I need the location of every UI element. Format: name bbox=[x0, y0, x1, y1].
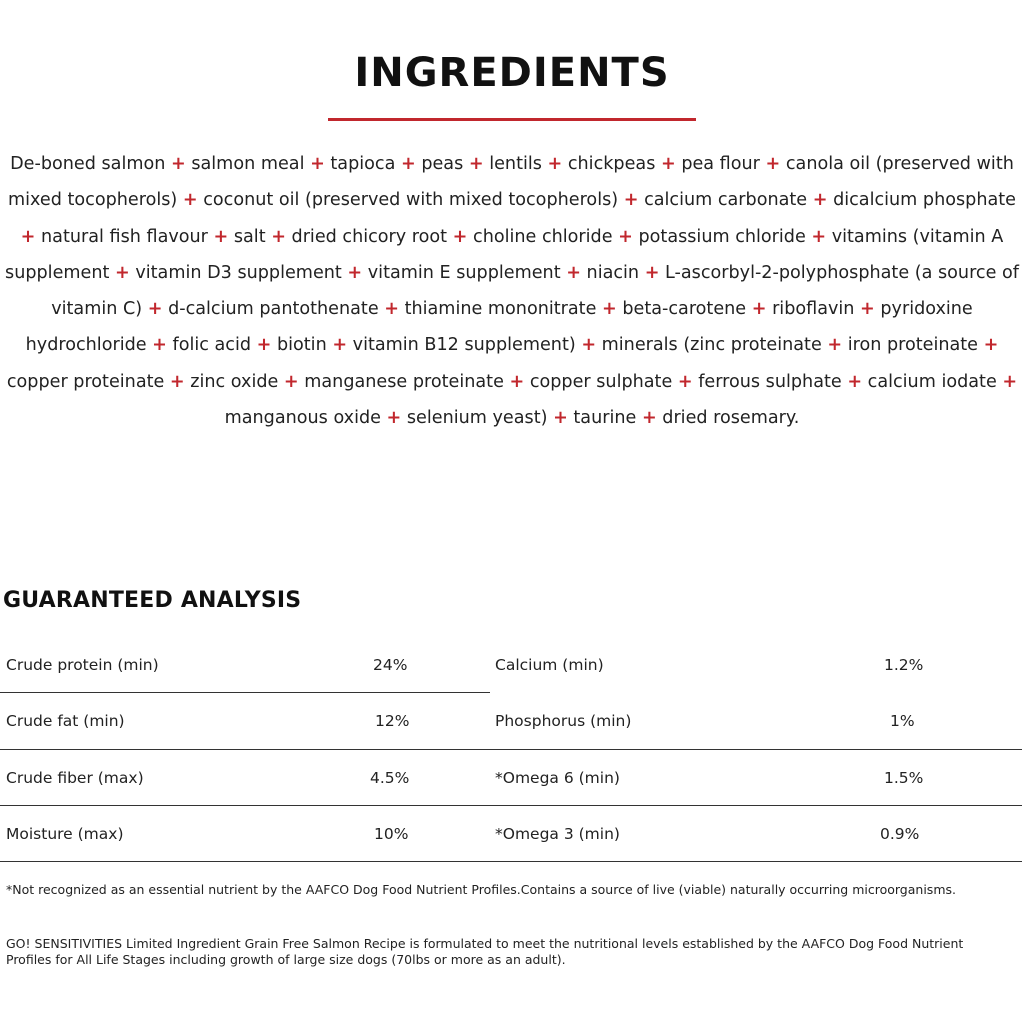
analysis-label: Crude fiber (max) bbox=[6, 769, 144, 787]
plus-separator-icon: + bbox=[468, 154, 484, 174]
ingredient-item: vitamins (vitamin A supplement bbox=[5, 226, 1004, 283]
plus-separator-icon: + bbox=[751, 299, 767, 320]
plus-separator-icon: + bbox=[847, 371, 863, 392]
plus-separator-icon: + bbox=[618, 226, 633, 247]
ingredient-item: choline chloride bbox=[473, 226, 613, 247]
ingredients-title: INGREDIENTS bbox=[354, 50, 670, 96]
plus-separator-icon: + bbox=[283, 371, 299, 392]
plus-separator-icon: + bbox=[677, 371, 693, 392]
plus-separator-icon: + bbox=[811, 226, 827, 247]
plus-separator-icon: + bbox=[553, 408, 568, 429]
footnote: *Not recognized as an essential nutrient by the AAFCO Dog Food Nutrient Profiles.Contains a source of live (viable) naturally occurring microorganisms. bbox=[6, 882, 956, 897]
ingredient-item: peas bbox=[421, 154, 464, 174]
plus-separator-icon: + bbox=[602, 299, 617, 320]
ingredient-item: biotin bbox=[276, 335, 327, 356]
plus-separator-icon: + bbox=[581, 335, 597, 356]
analysis-label: Moisture (max) bbox=[6, 825, 124, 843]
ingredient-item: calcium iodate bbox=[867, 371, 997, 392]
plus-separator-icon: + bbox=[566, 262, 581, 283]
plus-separator-icon: + bbox=[271, 226, 286, 247]
formulation-statement-line: GO! SENSITIVITIES Limited Ingredient Grain Free Salmon Recipe is formulated to meet the nutritional levels established by the AAFCO Dog Food Nutrient bbox=[6, 936, 964, 951]
ingredient-item: ferrous sulphate bbox=[698, 371, 842, 392]
analysis-label: *Omega 6 (min) bbox=[495, 769, 620, 787]
ingredient-item: De-boned salmon bbox=[10, 154, 166, 174]
ingredient-item: potassium chloride bbox=[638, 226, 806, 247]
ingredient-item: pyridoxine hydrochloride bbox=[25, 299, 973, 356]
analysis-value: 12% bbox=[375, 712, 410, 730]
ingredient-item: riboflavin bbox=[772, 299, 855, 320]
plus-separator-icon: + bbox=[1002, 371, 1018, 392]
analysis-label: *Omega 3 (min) bbox=[495, 825, 620, 843]
plus-separator-icon: + bbox=[827, 335, 843, 356]
analysis-value: 1% bbox=[890, 712, 915, 730]
plus-separator-icon: + bbox=[169, 371, 185, 392]
analysis-value: 24% bbox=[373, 656, 408, 674]
plus-separator-icon: + bbox=[641, 408, 657, 429]
ingredients-list bbox=[2, 146, 1022, 436]
ingredient-item: folic acid bbox=[172, 335, 252, 356]
analysis-value: 0.9% bbox=[880, 825, 920, 843]
ingredient-item: salt bbox=[233, 226, 266, 247]
ingredient-item: dicalcium phosphate bbox=[833, 190, 1016, 211]
ingredient-item: thiamine mononitrate bbox=[404, 299, 597, 320]
ingredient-item: tapioca bbox=[330, 154, 396, 174]
plus-separator-icon: + bbox=[115, 262, 130, 283]
ingredient-item: vitamin B12 supplement) bbox=[352, 335, 576, 356]
ingredient-item: minerals (zinc proteinate bbox=[601, 335, 822, 356]
plus-separator-icon: + bbox=[765, 154, 781, 174]
plus-separator-icon: + bbox=[386, 408, 402, 429]
ingredient-item: dried rosemary. bbox=[662, 408, 800, 429]
plus-separator-icon: + bbox=[644, 262, 660, 283]
plus-separator-icon: + bbox=[20, 226, 36, 247]
ingredient-item: manganous oxide bbox=[224, 408, 381, 429]
ingredient-item: canola oil (preserved with mixed tocopherols) bbox=[8, 154, 1014, 211]
ingredient-item: niacin bbox=[586, 262, 640, 283]
plus-separator-icon: + bbox=[152, 335, 167, 356]
analysis-label: Phosphorus (min) bbox=[495, 712, 632, 730]
row-divider bbox=[0, 749, 1022, 750]
ingredient-item: iron proteinate bbox=[847, 335, 979, 356]
ingredient-item: L-ascorbyl-2-polyphosphate (a source of vitamin C) bbox=[51, 262, 1019, 320]
ingredient-item: manganese proteinate bbox=[304, 371, 504, 392]
ingredient-item: vitamin E supplement bbox=[367, 262, 561, 283]
guaranteed-analysis-title: GUARANTEED ANALYSIS bbox=[3, 588, 302, 613]
ingredient-item: lentils bbox=[489, 154, 542, 174]
ingredient-item: natural fish flavour bbox=[41, 226, 208, 247]
ingredient-item: coconut oil (preserved with mixed tocopherols) bbox=[203, 190, 619, 211]
plus-separator-icon: + bbox=[384, 299, 399, 320]
row-divider bbox=[0, 805, 1022, 806]
ingredient-item: vitamin D3 supplement bbox=[135, 262, 342, 283]
plus-separator-icon: + bbox=[660, 154, 676, 174]
analysis-label: Calcium (min) bbox=[495, 656, 604, 674]
plus-separator-icon: + bbox=[256, 335, 272, 356]
formulation-statement bbox=[6, 936, 963, 967]
plus-separator-icon: + bbox=[509, 371, 525, 392]
ingredient-item: d-calcium pantothenate bbox=[168, 299, 379, 320]
analysis-value: 1.5% bbox=[884, 769, 924, 787]
plus-separator-icon: + bbox=[310, 154, 325, 174]
row-divider bbox=[0, 861, 1022, 862]
plus-separator-icon: + bbox=[182, 190, 198, 211]
plus-separator-icon: + bbox=[147, 299, 163, 320]
plus-separator-icon: + bbox=[860, 299, 875, 320]
title-underline bbox=[328, 118, 696, 121]
analysis-label: Crude protein (min) bbox=[6, 656, 159, 674]
plus-separator-icon: + bbox=[347, 262, 363, 283]
plus-separator-icon: + bbox=[623, 190, 639, 211]
ingredient-item: beta-carotene bbox=[622, 299, 747, 320]
ingredient-item: selenium yeast) bbox=[406, 408, 548, 429]
ingredient-item: calcium carbonate bbox=[644, 190, 808, 211]
ingredient-item: copper sulphate bbox=[529, 371, 673, 392]
ingredient-item: copper proteinate bbox=[6, 371, 165, 392]
ingredient-item: pea flour bbox=[681, 154, 760, 174]
formulation-statement-line: Profiles for All Life Stages including growth of large size dogs (70lbs or more as an adult). bbox=[6, 951, 566, 967]
analysis-value: 1.2% bbox=[884, 656, 924, 674]
plus-separator-icon: + bbox=[213, 226, 229, 247]
plus-separator-icon: + bbox=[400, 154, 416, 174]
plus-separator-icon: + bbox=[332, 335, 348, 356]
ingredient-item: taurine bbox=[573, 408, 637, 429]
plus-separator-icon: + bbox=[171, 154, 186, 174]
plus-separator-icon: + bbox=[547, 154, 563, 174]
analysis-label: Crude fat (min) bbox=[6, 712, 125, 730]
analysis-value: 4.5% bbox=[370, 769, 410, 787]
plus-separator-icon: + bbox=[812, 190, 828, 211]
ingredient-item: dried chicory root bbox=[291, 226, 448, 247]
ingredient-item: salmon meal bbox=[191, 154, 305, 174]
plus-separator-icon: + bbox=[983, 335, 999, 356]
plus-separator-icon: + bbox=[452, 226, 468, 247]
row-divider bbox=[0, 692, 490, 693]
ingredient-item: zinc oxide bbox=[190, 371, 279, 392]
ingredient-item: chickpeas bbox=[567, 154, 656, 174]
analysis-value: 10% bbox=[374, 825, 409, 843]
